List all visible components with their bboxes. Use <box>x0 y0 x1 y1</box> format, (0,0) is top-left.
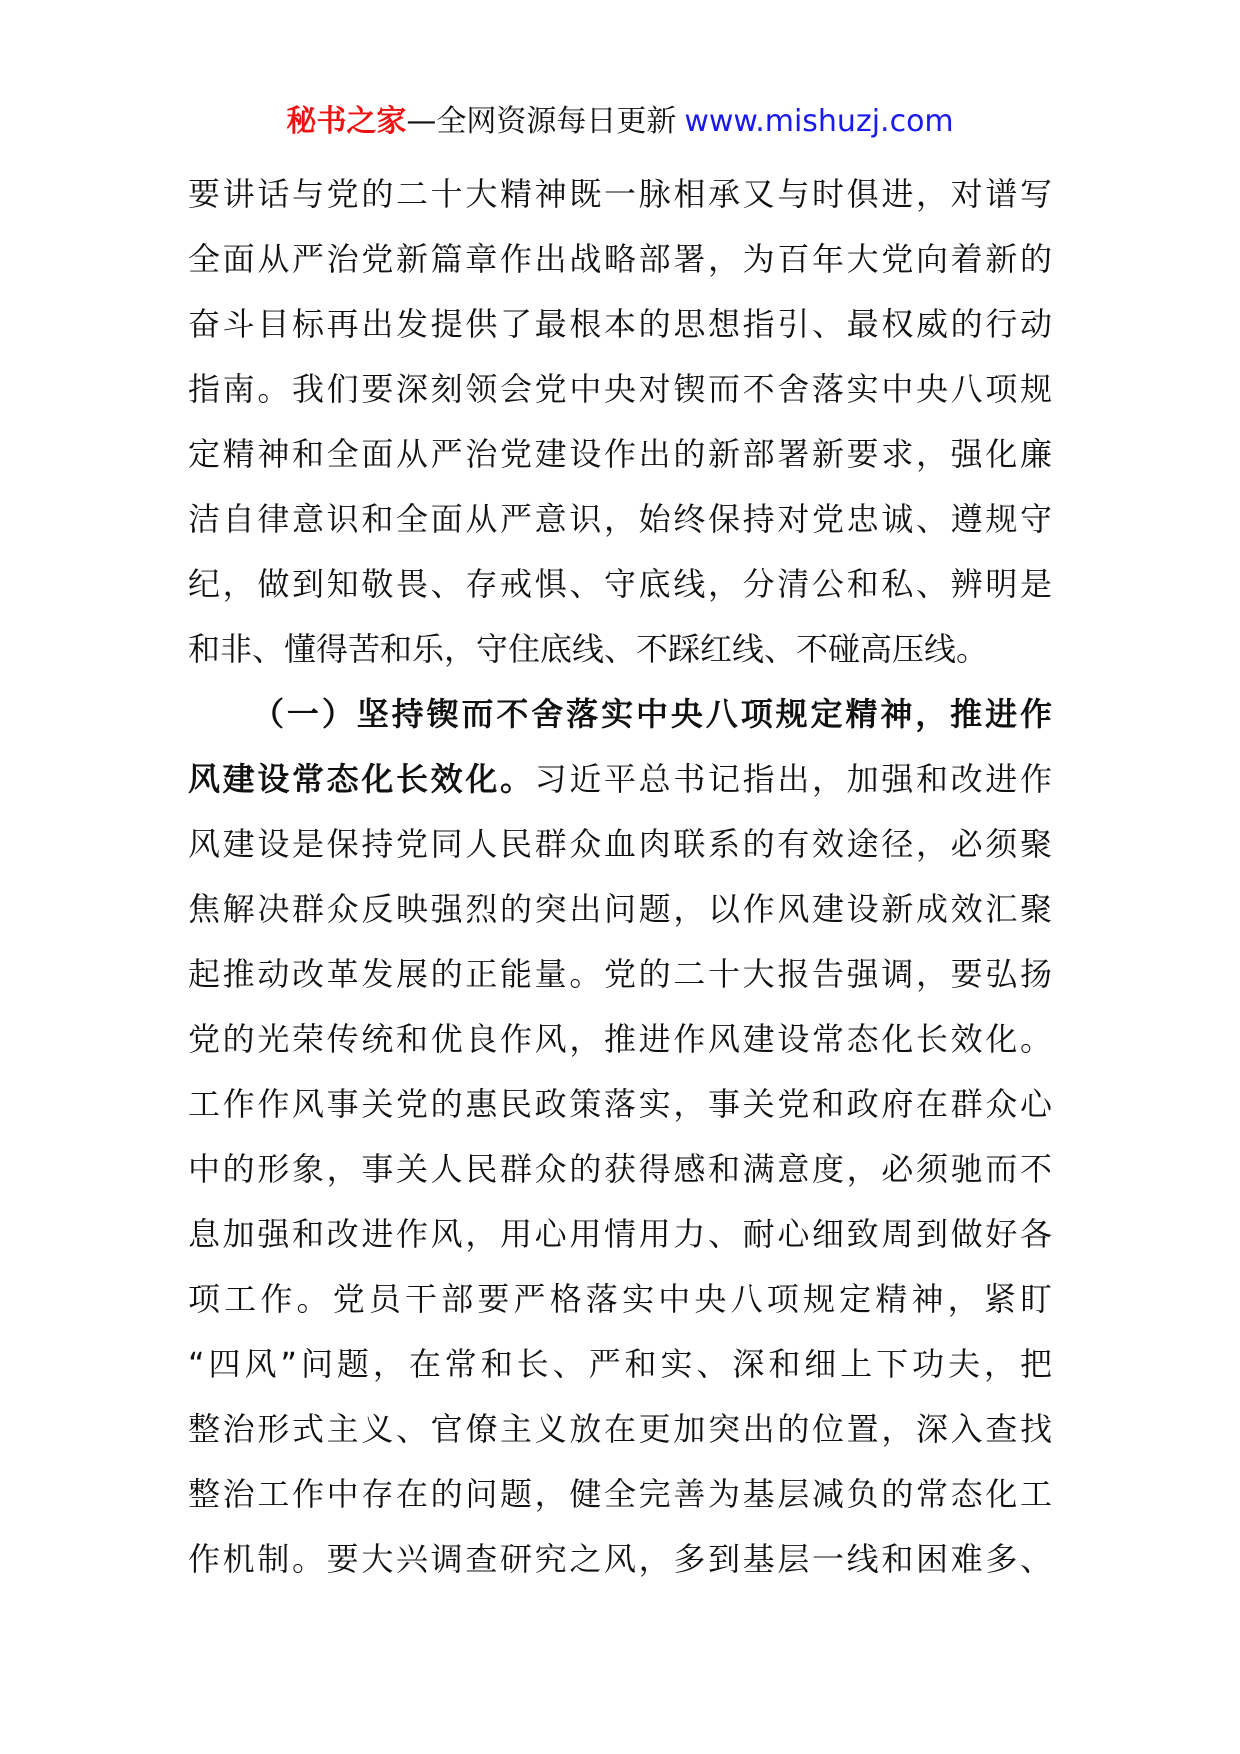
section-heading-continued: 风建设常态化长效化。 <box>188 760 535 798</box>
text-line: 整治工作中存在的问题，健全完善为基层减负的常态化工 <box>188 1475 1052 1513</box>
paragraph-1 <box>188 162 1052 682</box>
site-brand: 秘书之家 <box>286 104 407 139</box>
text-line: 纪，做到知敬畏、存戒惧、守底线，分清公和私、辨明是 <box>188 565 1052 603</box>
text-line: 党的光荣传统和优良作风，推进作风建设常态化长效化。 <box>188 1020 1052 1058</box>
text-line: 整治形式主义、官僚主义放在更加突出的位置，深入查找 <box>188 1410 1052 1448</box>
text-line: 息加强和改进作风，用心用情用力、耐心细致周到做好各 <box>188 1215 1052 1253</box>
text-line: 起推动改革发展的正能量。党的二十大报告强调，要弘扬 <box>188 955 1052 993</box>
text-span: 习近平总书记指出，加强和改进作 <box>534 760 1052 798</box>
text-line: 和非、懂得苦和乐，守住底线、不踩红线、不碰高压线。 <box>188 630 989 668</box>
text-line: 奋斗目标再出发提供了最根本的思想指引、最权威的行动 <box>188 305 1052 343</box>
site-tagline: —全网资源每日更新 <box>406 104 677 139</box>
text-line: 作机制。要大兴调查研究之风，多到基层一线和困难多、 <box>188 1540 1052 1578</box>
text-line: 风建设是保持党同人民群众血肉联系的有效途径，必须聚 <box>188 825 1052 863</box>
site-header <box>0 100 1240 144</box>
text-line: 全面从严治党新篇章作出战略部署，为百年大党向着新的 <box>188 240 1052 278</box>
text-line: 指南。我们要深刻领会党中央对锲而不舍落实中央八项规 <box>188 370 1052 408</box>
text-line <box>188 747 1052 812</box>
text-line: 中的形象，事关人民群众的获得感和满意度，必须驰而不 <box>188 1150 1052 1188</box>
text-line: 项工作。党员干部要严格落实中央八项规定精神，紧盯 <box>188 1280 1052 1318</box>
text-line: 焦解决群众反映强烈的突出问题，以作风建设新成效汇聚 <box>188 890 1052 928</box>
paragraph-2 <box>188 682 1052 1592</box>
site-url-link[interactable]: www.mishuzj.com <box>684 104 954 139</box>
text-line: 工作作风事关党的惠民政策落实，事关党和政府在群众心 <box>188 1085 1052 1123</box>
text-line: 定精神和全面从严治党建设作出的新部署新要求，强化廉 <box>188 435 1052 473</box>
section-heading: （一）坚持锲而不舍落实中央八项规定精神，推进作 <box>252 695 1052 733</box>
text-line: 要讲话与党的二十大精神既一脉相承又与时俱进，对谱写 <box>188 175 1052 213</box>
document-body <box>188 162 1052 1592</box>
text-line: “四风”问题，在常和长、严和实、深和细上下功夫，把 <box>188 1345 1052 1383</box>
text-line: 洁自律意识和全面从严意识，始终保持对党忠诚、遵规守 <box>188 500 1052 538</box>
